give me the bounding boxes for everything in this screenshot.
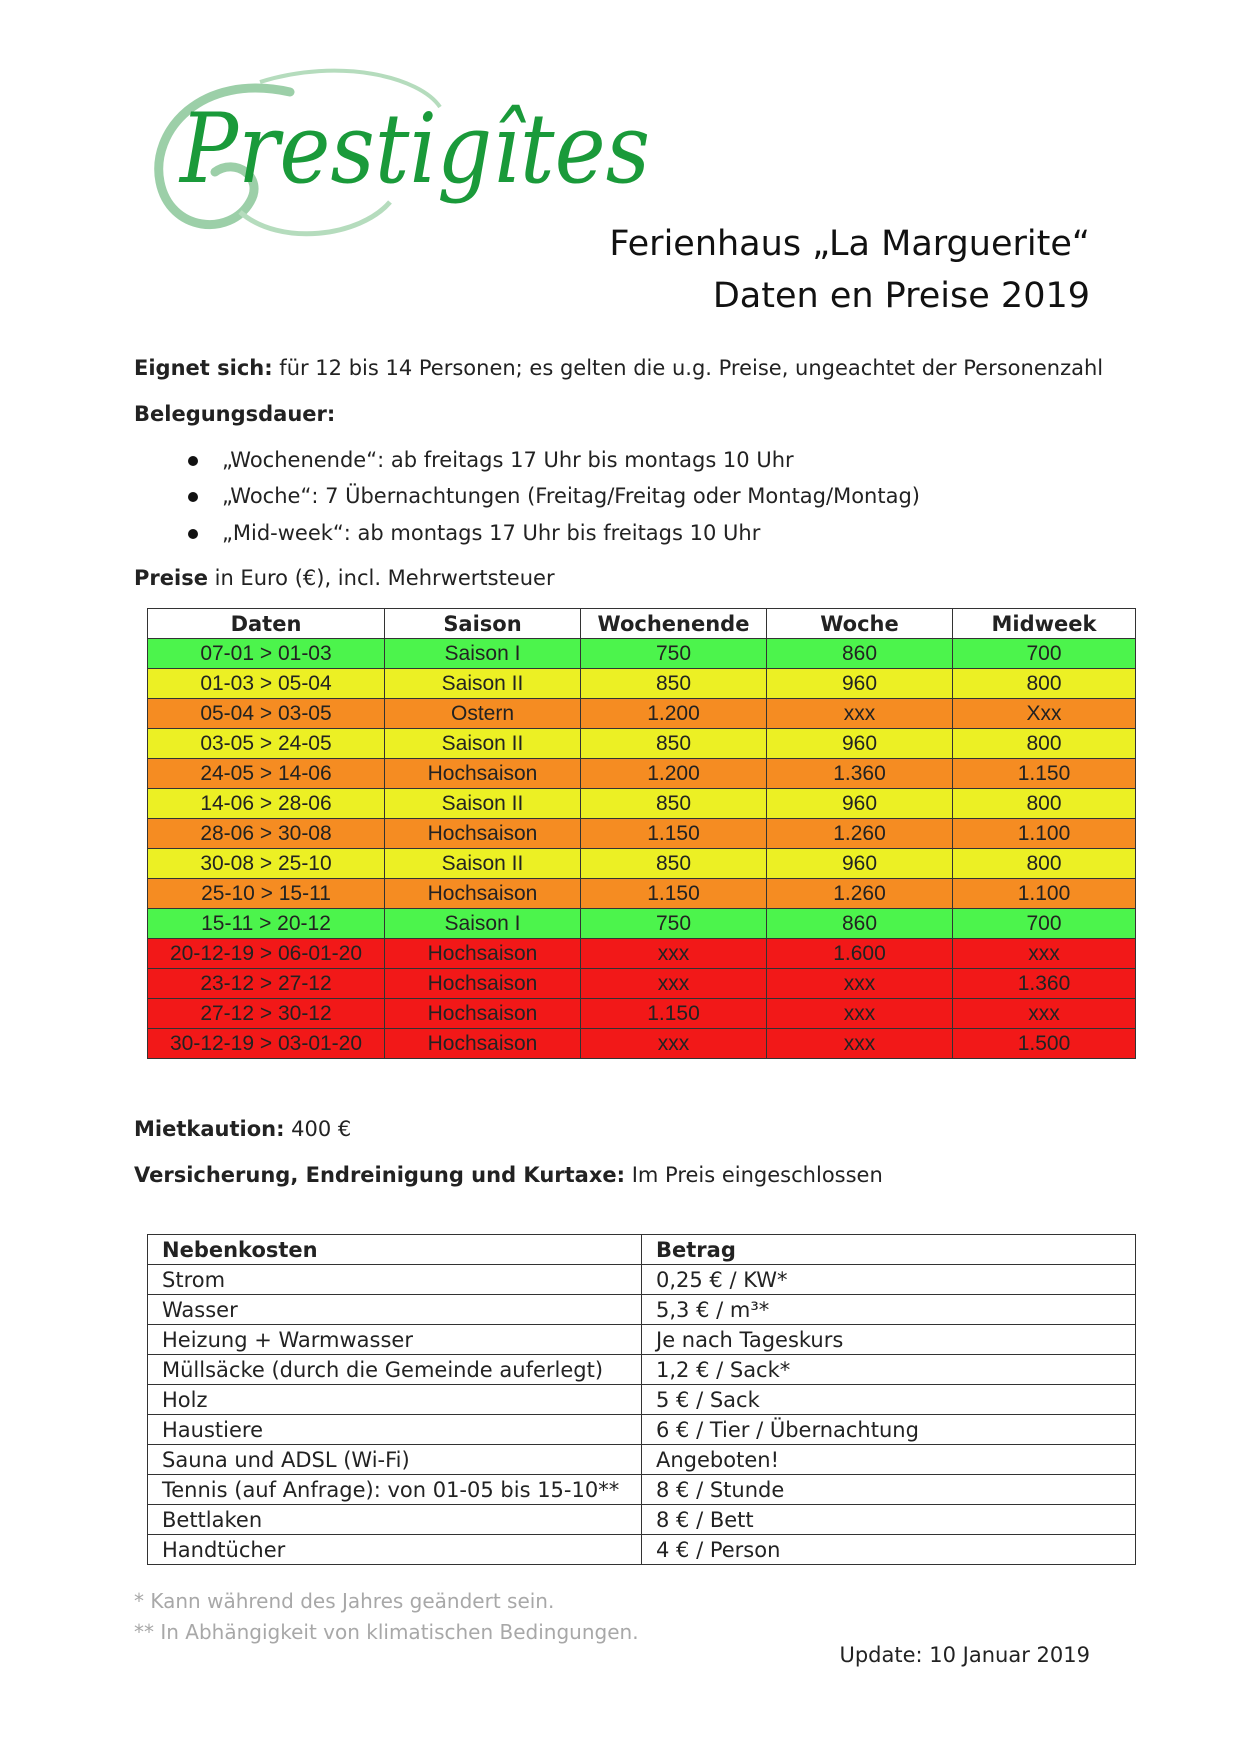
price-cell: 20-12-19 > 06-01-20 bbox=[148, 939, 385, 969]
price-cell: 700 bbox=[953, 639, 1136, 669]
price-col-header: Midweek bbox=[953, 609, 1136, 639]
bullet-item-midweek: „Mid-week“: ab montags 17 Uhr bis freitags 10 Uhr bbox=[222, 521, 761, 545]
price-cell: 860 bbox=[767, 909, 953, 939]
price-table-body bbox=[148, 639, 1136, 1059]
price-cell: 960 bbox=[767, 849, 953, 879]
cost-amount: 5,3 € / m³* bbox=[642, 1295, 1136, 1325]
price-cell: 28-06 > 30-08 bbox=[148, 819, 385, 849]
cost-table bbox=[147, 1234, 1136, 1565]
price-cell: 960 bbox=[767, 669, 953, 699]
price-cell: Hochsaison bbox=[385, 969, 581, 999]
cost-amount: 8 € / Stunde bbox=[642, 1475, 1136, 1505]
logo-text: Prestigîtes bbox=[178, 93, 651, 205]
table-row bbox=[148, 1445, 1136, 1475]
price-cell: Ostern bbox=[385, 699, 581, 729]
price-cell: xxx bbox=[767, 999, 953, 1029]
price-cell: 700 bbox=[953, 909, 1136, 939]
table-row bbox=[148, 969, 1136, 999]
cost-item: Tennis (auf Anfrage): von 01-05 bis 15-10** bbox=[148, 1475, 642, 1505]
price-cell: 05-04 > 03-05 bbox=[148, 699, 385, 729]
bullet-dot bbox=[188, 529, 198, 539]
price-cell: 850 bbox=[581, 849, 767, 879]
price-table bbox=[147, 608, 1136, 1059]
cost-item: Sauna und ADSL (Wi-Fi) bbox=[148, 1445, 642, 1475]
price-cell: xxx bbox=[581, 969, 767, 999]
price-cell: 1.150 bbox=[581, 879, 767, 909]
cost-amount: 4 € / Person bbox=[642, 1535, 1136, 1565]
kaution-line bbox=[134, 1117, 351, 1141]
price-cell: 03-05 > 24-05 bbox=[148, 729, 385, 759]
cost-item: Holz bbox=[148, 1385, 642, 1415]
eignet-text: für 12 bis 14 Personen; es gelten die u.g. Preise, ungeachtet der Personenzahl bbox=[272, 356, 1104, 380]
cost-table-body bbox=[148, 1265, 1136, 1565]
prestigites-logo bbox=[140, 62, 660, 252]
cost-table-header bbox=[148, 1235, 1136, 1265]
footnote-2: ** In Abhängigkeit von klimatischen Bedingungen. bbox=[134, 1620, 639, 1644]
table-row bbox=[148, 1325, 1136, 1355]
price-cell: 23-12 > 27-12 bbox=[148, 969, 385, 999]
price-cell: 25-10 > 15-11 bbox=[148, 879, 385, 909]
cost-col-header: Nebenkosten bbox=[148, 1235, 642, 1265]
footnote-1: * Kann während des Jahres geändert sein. bbox=[134, 1589, 555, 1613]
cost-item: Haustiere bbox=[148, 1415, 642, 1445]
cost-item: Heizung + Warmwasser bbox=[148, 1325, 642, 1355]
document-title: Ferienhaus „La Marguerite“ bbox=[609, 224, 1090, 264]
price-cell: 850 bbox=[581, 729, 767, 759]
table-row bbox=[148, 699, 1136, 729]
price-cell: Hochsaison bbox=[385, 879, 581, 909]
price-cell: Saison II bbox=[385, 849, 581, 879]
price-col-header: Woche bbox=[767, 609, 953, 639]
price-cell: 15-11 > 20-12 bbox=[148, 909, 385, 939]
price-cell: 07-01 > 01-03 bbox=[148, 639, 385, 669]
price-table-header bbox=[148, 609, 1136, 639]
price-cell: 30-12-19 > 03-01-20 bbox=[148, 1029, 385, 1059]
price-cell: xxx bbox=[581, 1029, 767, 1059]
eignet-line bbox=[134, 356, 1103, 380]
price-col-header: Saison bbox=[385, 609, 581, 639]
table-row bbox=[148, 1475, 1136, 1505]
price-cell: xxx bbox=[767, 699, 953, 729]
price-cell: 24-05 > 14-06 bbox=[148, 759, 385, 789]
price-cell: Saison II bbox=[385, 789, 581, 819]
cost-amount: Je nach Tageskurs bbox=[642, 1325, 1136, 1355]
price-cell: 01-03 > 05-04 bbox=[148, 669, 385, 699]
table-row bbox=[148, 999, 1136, 1029]
table-row bbox=[148, 789, 1136, 819]
price-cell: Hochsaison bbox=[385, 819, 581, 849]
price-cell: 1.260 bbox=[767, 819, 953, 849]
price-cell: 1.200 bbox=[581, 759, 767, 789]
price-cell: 30-08 > 25-10 bbox=[148, 849, 385, 879]
price-cell: xxx bbox=[767, 1029, 953, 1059]
price-cell: Saison I bbox=[385, 639, 581, 669]
price-cell: 850 bbox=[581, 789, 767, 819]
cost-amount: 6 € / Tier / Übernachtung bbox=[642, 1415, 1136, 1445]
price-cell: 800 bbox=[953, 669, 1136, 699]
belegung-heading bbox=[134, 402, 335, 426]
price-cell: 1.150 bbox=[953, 759, 1136, 789]
price-cell: Hochsaison bbox=[385, 939, 581, 969]
price-col-header: Daten bbox=[148, 609, 385, 639]
table-row bbox=[148, 1029, 1136, 1059]
table-row bbox=[148, 1355, 1136, 1385]
cost-item: Strom bbox=[148, 1265, 642, 1295]
table-row bbox=[148, 669, 1136, 699]
bullet-item-woche: „Woche“: 7 Übernachtungen (Freitag/Freitag oder Montag/Montag) bbox=[222, 484, 920, 508]
price-cell: 800 bbox=[953, 729, 1136, 759]
price-cell: 1.100 bbox=[953, 879, 1136, 909]
price-cell: Saison II bbox=[385, 669, 581, 699]
price-cell: xxx bbox=[953, 999, 1136, 1029]
price-cell: Xxx bbox=[953, 699, 1136, 729]
price-cell: 1.150 bbox=[581, 819, 767, 849]
price-cell: Saison II bbox=[385, 729, 581, 759]
price-cell: 1.500 bbox=[953, 1029, 1136, 1059]
bullet-item-wochenende: „Wochenende“: ab freitags 17 Uhr bis montags 10 Uhr bbox=[222, 448, 794, 472]
cost-amount: 5 € / Sack bbox=[642, 1385, 1136, 1415]
table-row bbox=[148, 1535, 1136, 1565]
table-row bbox=[148, 1385, 1136, 1415]
kaution-label: Mietkaution: bbox=[134, 1117, 285, 1141]
table-row bbox=[148, 909, 1136, 939]
price-cell: Saison I bbox=[385, 909, 581, 939]
preise-line bbox=[134, 566, 555, 590]
preise-text: in Euro (€), incl. Mehrwertsteuer bbox=[207, 566, 555, 590]
price-col-header: Wochenende bbox=[581, 609, 767, 639]
table-row bbox=[148, 759, 1136, 789]
price-cell: 860 bbox=[767, 639, 953, 669]
price-cell: xxx bbox=[581, 939, 767, 969]
table-row bbox=[148, 819, 1136, 849]
price-cell: 800 bbox=[953, 849, 1136, 879]
price-cell: 14-06 > 28-06 bbox=[148, 789, 385, 819]
preise-label: Preise bbox=[134, 566, 208, 590]
table-row bbox=[148, 849, 1136, 879]
price-cell: 850 bbox=[581, 669, 767, 699]
table-row bbox=[148, 639, 1136, 669]
price-cell: 1.360 bbox=[953, 969, 1136, 999]
price-cell: Hochsaison bbox=[385, 1029, 581, 1059]
price-cell: 800 bbox=[953, 789, 1136, 819]
price-cell: 1.100 bbox=[953, 819, 1136, 849]
table-row bbox=[148, 879, 1136, 909]
eignet-label: Eignet sich: bbox=[134, 356, 273, 380]
versicherung-label: Versicherung, Endreinigung und Kurtaxe: bbox=[134, 1163, 626, 1187]
table-row bbox=[148, 1415, 1136, 1445]
cost-amount: 8 € / Bett bbox=[642, 1505, 1136, 1535]
table-row bbox=[148, 1505, 1136, 1535]
table-row bbox=[148, 729, 1136, 759]
table-row bbox=[148, 1295, 1136, 1325]
price-cell: 27-12 > 30-12 bbox=[148, 999, 385, 1029]
price-cell: Hochsaison bbox=[385, 759, 581, 789]
logo-flourish-loop bbox=[240, 202, 390, 234]
versicherung-line bbox=[134, 1163, 883, 1187]
price-cell: 1.200 bbox=[581, 699, 767, 729]
price-cell: 1.150 bbox=[581, 999, 767, 1029]
table-row bbox=[148, 1265, 1136, 1295]
cost-item: Wasser bbox=[148, 1295, 642, 1325]
table-row bbox=[148, 939, 1136, 969]
price-cell: 1.260 bbox=[767, 879, 953, 909]
price-cell: xxx bbox=[953, 939, 1136, 969]
price-cell: Hochsaison bbox=[385, 999, 581, 1029]
bullet-dot bbox=[188, 492, 198, 502]
price-cell: 1.600 bbox=[767, 939, 953, 969]
price-cell: xxx bbox=[767, 969, 953, 999]
cost-item: Handtücher bbox=[148, 1535, 642, 1565]
price-cell: 750 bbox=[581, 639, 767, 669]
cost-item: Bettlaken bbox=[148, 1505, 642, 1535]
price-cell: 1.360 bbox=[767, 759, 953, 789]
versicherung-text: Im Preis eingeschlossen bbox=[625, 1163, 883, 1187]
kaution-text: 400 € bbox=[284, 1117, 352, 1141]
update-date: Update: 10 Januar 2019 bbox=[839, 1643, 1090, 1667]
belegung-label: Belegungsdauer: bbox=[134, 402, 336, 426]
price-cell: 750 bbox=[581, 909, 767, 939]
cost-item: Müllsäcke (durch die Gemeinde auferlegt) bbox=[148, 1355, 642, 1385]
cost-amount: 1,2 € / Sack* bbox=[642, 1355, 1136, 1385]
document-subtitle: Daten en Preise 2019 bbox=[712, 276, 1090, 316]
bullet-dot bbox=[188, 456, 198, 466]
cost-amount: 0,25 € / KW* bbox=[642, 1265, 1136, 1295]
price-cell: 960 bbox=[767, 729, 953, 759]
price-cell: 960 bbox=[767, 789, 953, 819]
cost-col-header: Betrag bbox=[642, 1235, 1136, 1265]
cost-amount: Angeboten! bbox=[642, 1445, 1136, 1475]
